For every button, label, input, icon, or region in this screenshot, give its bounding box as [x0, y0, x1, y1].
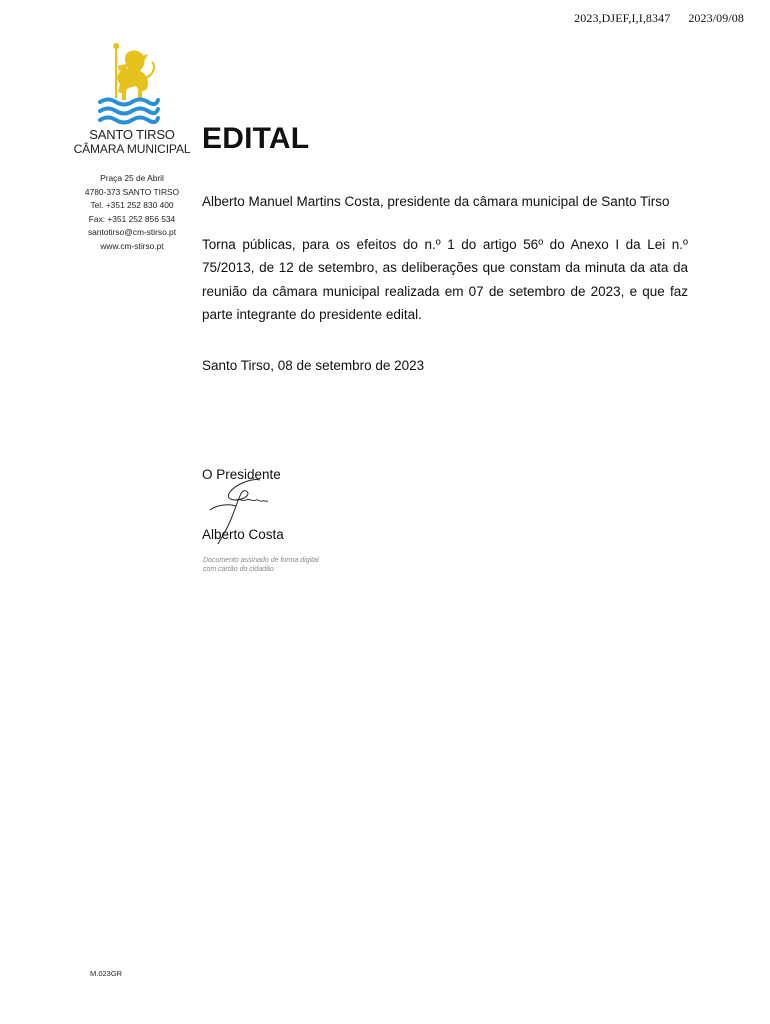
digital-signature-note-line2: com cartão do cidadão	[203, 565, 274, 573]
organization-name-line2: CÂMARA MUNICIPAL	[73, 142, 191, 156]
organization-name	[70, 128, 194, 155]
email-address: santotirso@cm-stirso.pt	[87, 227, 177, 238]
document-title: EDITAL	[202, 122, 310, 155]
body-paragraph: Torna públicas, para os efeitos do n.º 1 do artigo 56º do Anexo I da Lei n.º 75/2013, de 12 de setembro, as deliberações que constam da minuta da ata da reunião da câmara municipal realizada em 07 de setembro de 2023, e que faz parte integrante do presidente edital.	[202, 236, 688, 323]
reference-number: 2023,DJEF,I,I,8347	[574, 11, 671, 25]
form-code: M.023GR	[90, 969, 123, 978]
santo-tirso-lion-logo-icon	[96, 42, 160, 126]
address-postal: 4780-373 SANTO TIRSO	[84, 186, 180, 197]
signatory-name: Alberto Costa	[202, 527, 284, 542]
intro-paragraph: Alberto Manuel Martins Costa, presidente da câmara municipal de Santo Tirso	[202, 194, 670, 209]
fax-number: Fax: +351 252 856 534	[88, 213, 176, 224]
place-date: Santo Tirso, 08 de setembro de 2023	[202, 357, 425, 373]
digital-signature-note	[203, 557, 319, 574]
document-reference	[574, 11, 744, 26]
reference-date: 2023/09/08	[688, 11, 744, 25]
signature-role: O Presidente	[202, 467, 281, 482]
phone-number: Tel. +351 252 830 400	[90, 200, 174, 211]
organization-name-line1: SANTO TIRSO	[89, 127, 175, 142]
website-url: www.cm-stirso.pt	[100, 240, 164, 251]
organization-contact	[70, 172, 194, 254]
digital-signature-note-line1: Documento assinado de forma digital	[203, 557, 319, 564]
document-content	[202, 190, 688, 378]
address-street: Praça 25 de Abril	[100, 173, 164, 183]
